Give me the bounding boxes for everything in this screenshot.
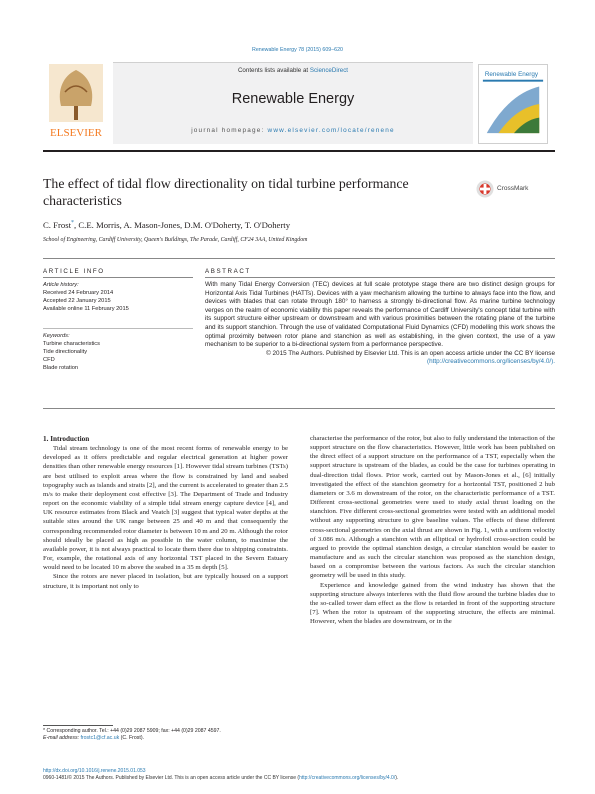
- keyword-item: CFD: [43, 357, 55, 363]
- journal-cover-image: [478, 64, 548, 144]
- homepage-link[interactable]: www.elsevier.com/locate/renene: [267, 127, 395, 134]
- other-authors: , C.E. Morris, A. Mason-Jones, D.M. O'Doherty, T. O'Doherty: [74, 220, 291, 230]
- crossmark-icon: [476, 180, 494, 198]
- journal-masthead: [43, 62, 555, 146]
- abstract-sub-rule: [205, 277, 555, 278]
- body-column-right: [310, 434, 555, 626]
- body-top-rule: [43, 408, 555, 409]
- online-date: Available online 11 February 2015: [43, 306, 129, 312]
- footnote-rule: [43, 725, 113, 726]
- contents-line: [113, 67, 473, 74]
- first-author: C. Frost: [43, 220, 72, 230]
- license-link[interactable]: http://creativecommons.org/licenses/by/4.0/: [299, 775, 396, 781]
- section-heading: 1. Introduction: [43, 435, 90, 443]
- doi-link[interactable]: http://dx.doi.org/10.1016/j.renene.2015.01.053: [43, 768, 146, 774]
- journal-homepage: [113, 127, 473, 134]
- article-info-heading: ARTICLE INFO: [43, 268, 105, 275]
- abstract-body: [205, 281, 555, 367]
- keyword-item: Blade rotation: [43, 365, 79, 371]
- homepage-prefix: journal homepage:: [191, 127, 268, 134]
- abstract-heading: ABSTRACT: [205, 268, 251, 275]
- paragraph: Since the rotors are never placed in isolation, but are typically housed on a support structure, it is important not only to: [43, 573, 288, 590]
- info-top-rule: [43, 258, 555, 259]
- contents-prefix: Contents lists available at: [237, 67, 310, 74]
- page-footer: [43, 768, 555, 782]
- info-divider: [43, 328, 193, 329]
- paragraph: characterise the performance of the rotor, but also to fully understand the interaction of the support structure on the flow characteristics. However, little work has been published on the direct effect of a support structure on the performance of a TST, especially when the support structure is upstream of the blades, as could be the case for turbines operating in dual-direction tidal flows. Prior work, carried out by Mason-Jones et al., [6] initially investigated the effect of the stanchion geometry for a horizontal TST, positioned 2 hub diameters or 3.6 m downstream of the rotor, on the characteristic performance of a TST. Different cross-sectional geometries were used to study axial thrust loading on the stanchion. Five different cross-sectional geometries were tested with an additional model without any supporting structure to give baseline values. The effects of these different cross-sectional geometries on the axial thrust are shown in Fig. 1, with a uniform velocity of 3.086 m/s. Although a stanchion with an elliptical or hydrofoil cross-section could be argued to provide the optimal stanchion design, a circular stanchion would be easier to manufacture and as such the circular stanchion was proposed as the stanchion design, based on a compromise between the various factors. As such the circular stanchion geometry will be used in this study.: [310, 435, 555, 580]
- article-title: The effect of tidal flow directionality on tidal turbine performance characteristics: [43, 176, 409, 208]
- sciencedirect-link[interactable]: ScienceDirect: [309, 67, 349, 74]
- cc-license-link[interactable]: (http://creativecommons.org/licenses/by/4.0/).: [427, 358, 555, 366]
- license-line: [43, 775, 555, 782]
- journal-title: Renewable Energy: [231, 91, 355, 107]
- paragraph: Experience and knowledge gained from the wind industry has shown that the supporting structure always interferes with the fluid flow around the turbine blades due to the so-called tower dam effect as the flow is retarded in front of the supporting structure [7]. When the rotor is upstream of the supporting structure, the effects are minimal. However, when the blades are downstream, or in the: [310, 581, 555, 626]
- abstract-text: With many Tidal Energy Conversion (TEC) devices at full scale prototype stage there are two distinct design groups for Horizontal Axis Tidal Turbines (HATTs). Devices with a yaw mechanism allowing the turbine to always face into the flow, and devices with blades that can rotate through 180° to harness a strongly bi-directional flow. As marine turbine technology verges on the realm of economic viability this paper reveals the performance of Cardiff University's concept tidal turbine with its support structure either upstream or downstream and with various proximities between the rotating plane of the turbine and its support stanchion. Through the use of validated Computational Fluid Dynamics (CFD) modelling this work shows the optimal proximity between rotor plane and stanchion as well as establishing, in the given context, the use of a yaw mechanism to be superior to a bi-directional system from a performance perspective.: [205, 281, 555, 349]
- email-line: [43, 735, 288, 742]
- elsevier-logo: [43, 62, 109, 144]
- author-list: [43, 220, 290, 230]
- copyright-line: [205, 350, 555, 359]
- history-label: Article history:: [43, 282, 79, 288]
- masthead-rule: [43, 150, 555, 152]
- info-sub-rule: [43, 277, 193, 278]
- keyword-item: Tide directionality: [43, 349, 88, 355]
- journal-header-box: [113, 62, 473, 144]
- keywords-label: Keywords:: [43, 333, 70, 339]
- footnote: [43, 728, 288, 742]
- cover-title: Renewable Energy: [484, 70, 539, 78]
- email-link[interactable]: frostc1@cf.ac.uk: [80, 735, 120, 741]
- license-text: 0960-1481/© 2015 The Authors. Published by Elsevier Ltd. This is an open access article under the CC BY license (: [43, 775, 300, 781]
- elsevier-wordmark: ELSEVIER: [50, 127, 102, 139]
- copyright-text: © 2015 The Authors. Published by Elsevier Ltd. This is an open access article under the CC BY license: [266, 349, 555, 357]
- paragraph: Tidal stream technology is one of the most recent forms of renewable energy to be developed as it offers predictable and regular electrical generation at higher power densities than other renewable energy resources [1]. However tidal stream turbines (TSTs) are best utilised to exploit areas where the flow is constrained by land and seabed topography such as islands and straits [2], and the current is accelerated to greater than 2.5 m/s to make their deployment cost effective [3]. The Department of Trade and Industry report on the economic viability of a simple tidal stream energy capture device [4], and UK resource estimates from Black and Veatch [3] suggest that typical water depths at the suitable sites around the UK range between 25 and 40 m and that consequently the corresponding recommended rotor diameter is between 10 m and 20 m. Although the rotor should ideally be placed as high as possible in the water column, to maximise the available power, it is not always practical to locate them there due to shipping constraints. For, example, the rotational axis of any horizontal TST placed in the Severn Estuary would need to be located 10 m above the seabed in a 35 m depth [5].: [43, 445, 288, 572]
- received-date: Received 24 February 2014: [43, 290, 114, 296]
- accepted-date: Accepted 22 January 2015: [43, 298, 111, 304]
- copyright-link-line: [205, 358, 555, 367]
- corresponding-author-note: * Corresponding author. Tel.: +44 (0)29 2087 5909; fax: +44 (0)29 2087 4597.: [43, 728, 221, 734]
- corresponding-author-mark[interactable]: *: [71, 220, 75, 227]
- crossmark-badge[interactable]: [476, 178, 548, 200]
- keyword-item: Turbine characteristics: [43, 341, 100, 347]
- affiliation: School of Engineering, Cardiff University, Queen's Buildings, The Parade, Cardiff, CF24 3AA, United Kingdom: [43, 237, 308, 243]
- email-suffix: (C. Frost).: [119, 735, 144, 741]
- license-suffix: ).: [395, 775, 399, 781]
- email-label: E-mail address:: [43, 735, 81, 741]
- crossmark-label: CrossMark: [497, 185, 529, 192]
- body-column-left: [43, 435, 288, 591]
- journal-reference[interactable]: Renewable Energy 78 (2015) 609–620: [252, 47, 343, 53]
